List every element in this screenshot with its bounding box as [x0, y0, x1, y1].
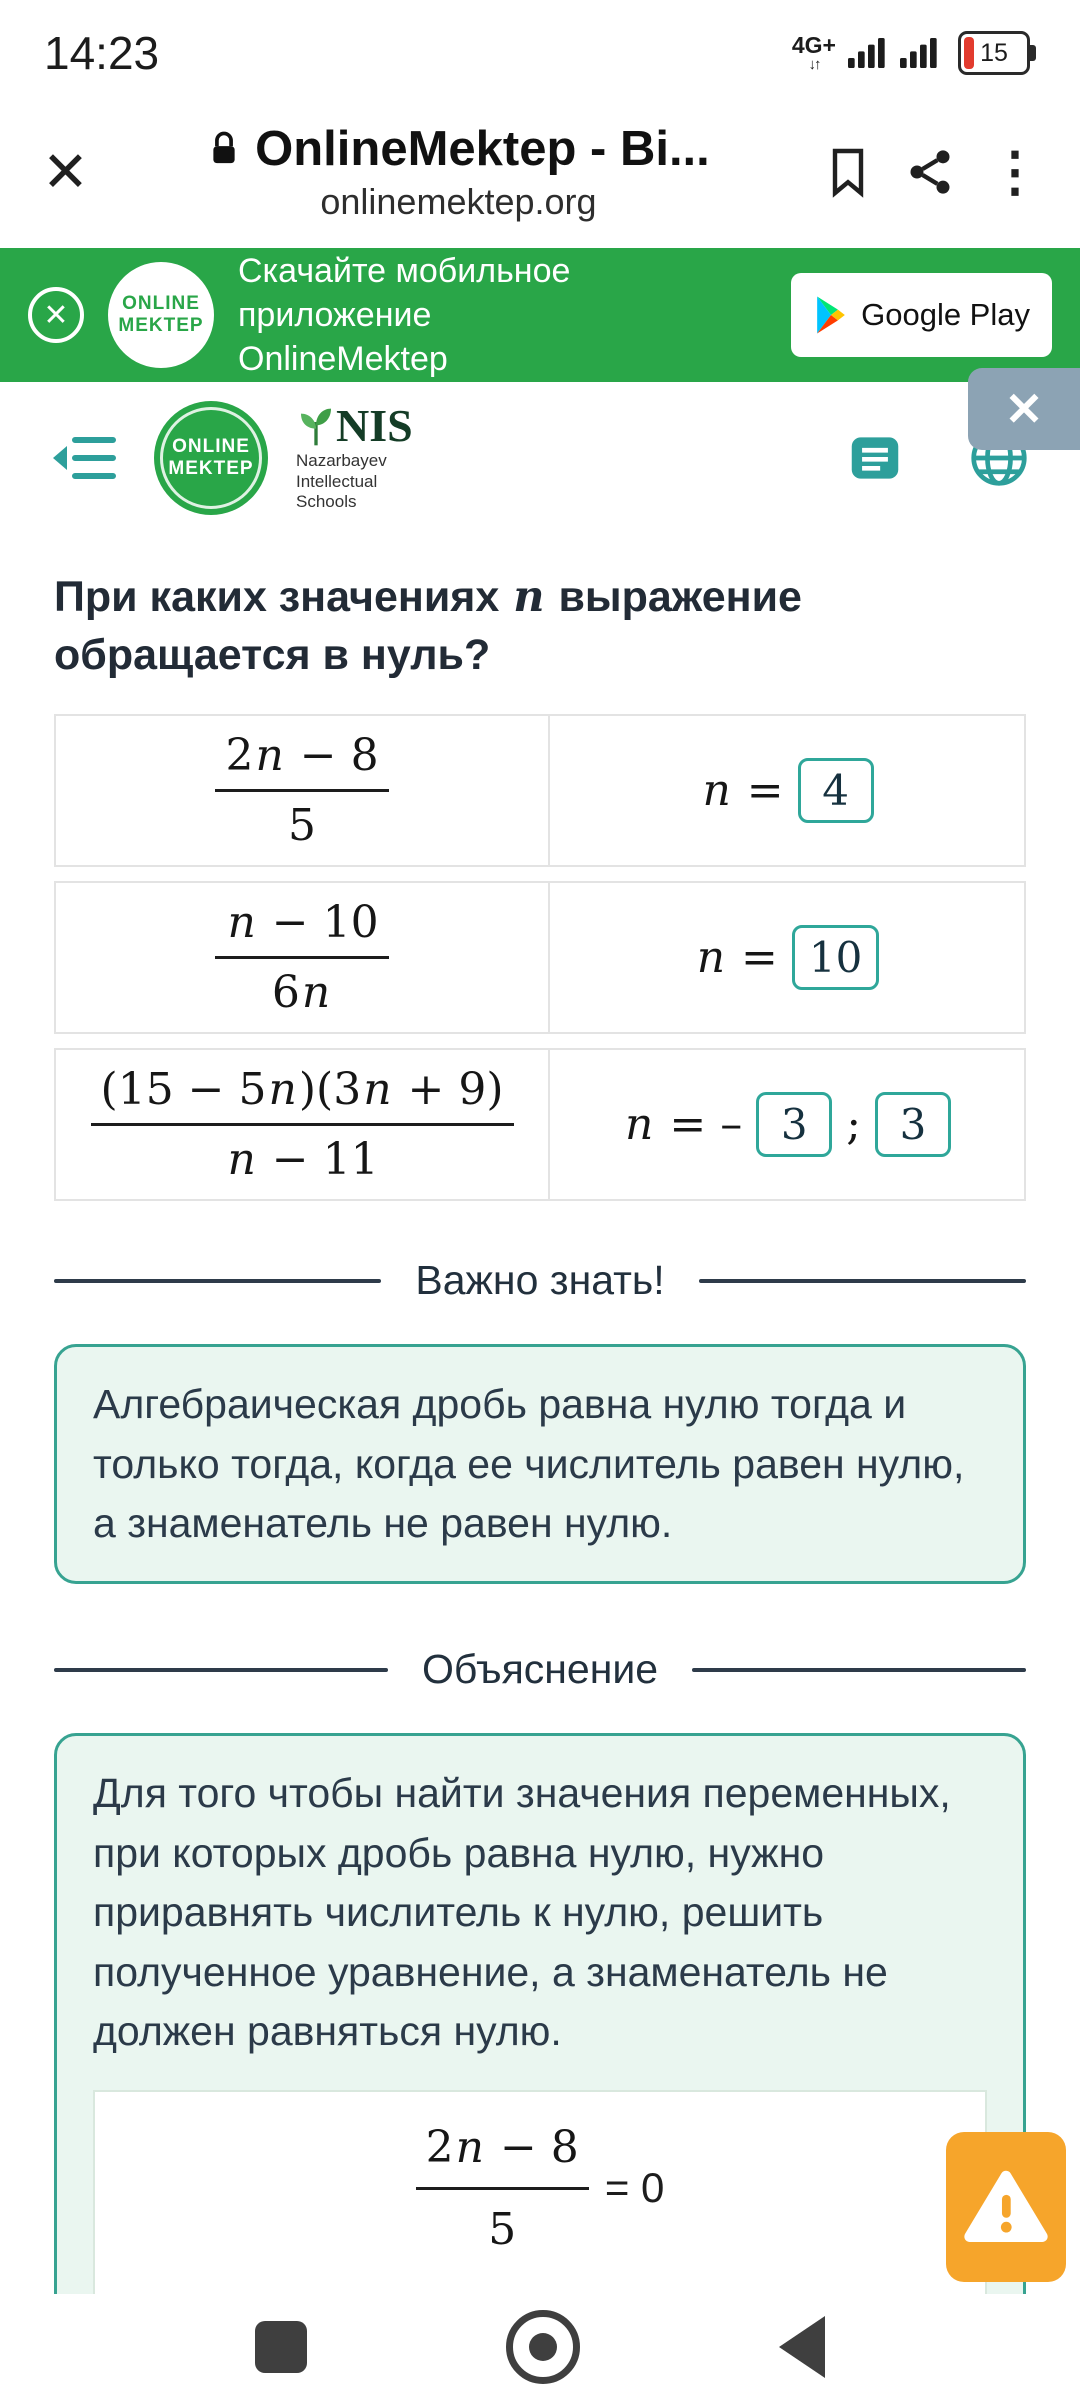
onlinemektep-logo: ONLINE MEKTEP — [108, 262, 214, 368]
network-type-indicator: 4G+ ↓↑ — [791, 32, 836, 73]
section-divider-important: Важно знать! — [54, 1257, 1026, 1304]
sidebar-toggle-button[interactable] — [40, 432, 126, 484]
google-play-button[interactable]: Google Play — [791, 273, 1052, 357]
nav-home-button[interactable] — [506, 2310, 580, 2384]
nis-logo: NIS Nazarbayev Intellectual Schools — [296, 400, 413, 512]
warning-triangle-icon — [963, 2169, 1049, 2245]
data-arrows-icon: ↓↑ — [808, 56, 820, 73]
nav-recents-button[interactable] — [255, 2321, 307, 2373]
fraction-expression: $\frac{(15 - 5n)(3n + 9)}{n - 11}$ — [91, 1064, 514, 1185]
lock-icon — [207, 128, 241, 170]
browser-toolbar — [0, 96, 1080, 248]
kebab-icon: ⋮ — [988, 142, 1042, 202]
home-icon — [506, 2310, 580, 2384]
overflow-menu-button[interactable] — [980, 142, 1050, 202]
report-error-button[interactable] — [946, 2132, 1066, 2282]
banner-text: Скачайте мобильное приложение OnlineMektep — [238, 251, 571, 379]
overlay-close-button[interactable]: ✕ — [968, 368, 1080, 450]
equation-line-1: $\frac{2n - 8}{5}$ = 0 — [416, 2116, 665, 2263]
banner-close-button[interactable]: ✕ — [28, 287, 84, 343]
nav-back-button[interactable] — [779, 2316, 825, 2378]
app-install-banner — [0, 248, 1080, 382]
page-url: onlinemektep.org — [320, 181, 597, 222]
android-nav-bar — [0, 2294, 1080, 2400]
back-icon — [779, 2316, 825, 2378]
fraction-expression: $\frac{2n - 8}{5}$ — [416, 2116, 589, 2263]
list-icon — [844, 427, 906, 489]
lesson-list-button[interactable] — [836, 427, 914, 489]
status-bar — [0, 0, 1080, 96]
site-logo[interactable]: ONLINE MEKTEP — [154, 401, 268, 515]
nis-sprout-icon — [296, 405, 336, 449]
answers-table — [54, 714, 1026, 1201]
fraction-expression: $\frac{2n - 8}{5}$ — [215, 730, 388, 851]
table-row: $\frac{(15 - 5n)(3n + 9)}{n - 11}$ n = – 3 ; 3 — [54, 1048, 1026, 1201]
sidebar-toggle-icon — [48, 432, 118, 484]
share-icon — [904, 146, 956, 198]
battery-icon: 15 — [958, 31, 1036, 75]
table-row: $\frac{2n - 8}{5}$ n = 4 — [54, 714, 1026, 867]
answer-input[interactable]: 4 — [798, 758, 874, 823]
site-header — [0, 382, 1080, 534]
important-note-box: Алгебраическая дробь равна нулю тогда и только тогда, когда ее числитель равен нулю, а знаменатель не равен нулю. — [54, 1344, 1026, 1584]
question-text: При каких значениях n выражение обращается в нуль? — [54, 572, 802, 680]
explanation-box: Для того чтобы найти значения переменных, при которых дробь равна нулю, нужно приравнять числитель к нулю, решить полученное уравнение, а знаменатель не должен равняться нулю. $\frac{2n - 8}{5}$ = 0 — [54, 1733, 1026, 2400]
fraction-expression: $\frac{n - 10}{6n}$ — [215, 897, 388, 1018]
page-title: OnlineMektep - Bi... — [255, 122, 710, 176]
answer-input[interactable]: 3 — [756, 1092, 832, 1157]
table-row: $\frac{n - 10}{6n}$ n = 10 — [54, 881, 1026, 1034]
lesson-content — [0, 568, 1080, 2400]
close-tab-button[interactable]: ✕ — [30, 144, 101, 200]
share-button[interactable] — [896, 146, 964, 198]
bookmark-icon — [824, 143, 872, 201]
clock: 14:23 — [44, 27, 160, 79]
battery-low-fill — [964, 37, 974, 69]
signal-bars-icon-2 — [900, 36, 940, 70]
url-bar[interactable] — [117, 121, 800, 223]
signal-bars-icon-1 — [848, 36, 888, 70]
section-divider-explanation: Объяснение — [54, 1646, 1026, 1693]
bookmark-button[interactable] — [816, 143, 880, 201]
answer-input[interactable]: 3 — [875, 1092, 951, 1157]
google-play-icon — [813, 295, 849, 335]
status-icons — [792, 31, 1036, 75]
answer-input[interactable]: 10 — [792, 925, 879, 990]
recents-icon — [255, 2321, 307, 2373]
